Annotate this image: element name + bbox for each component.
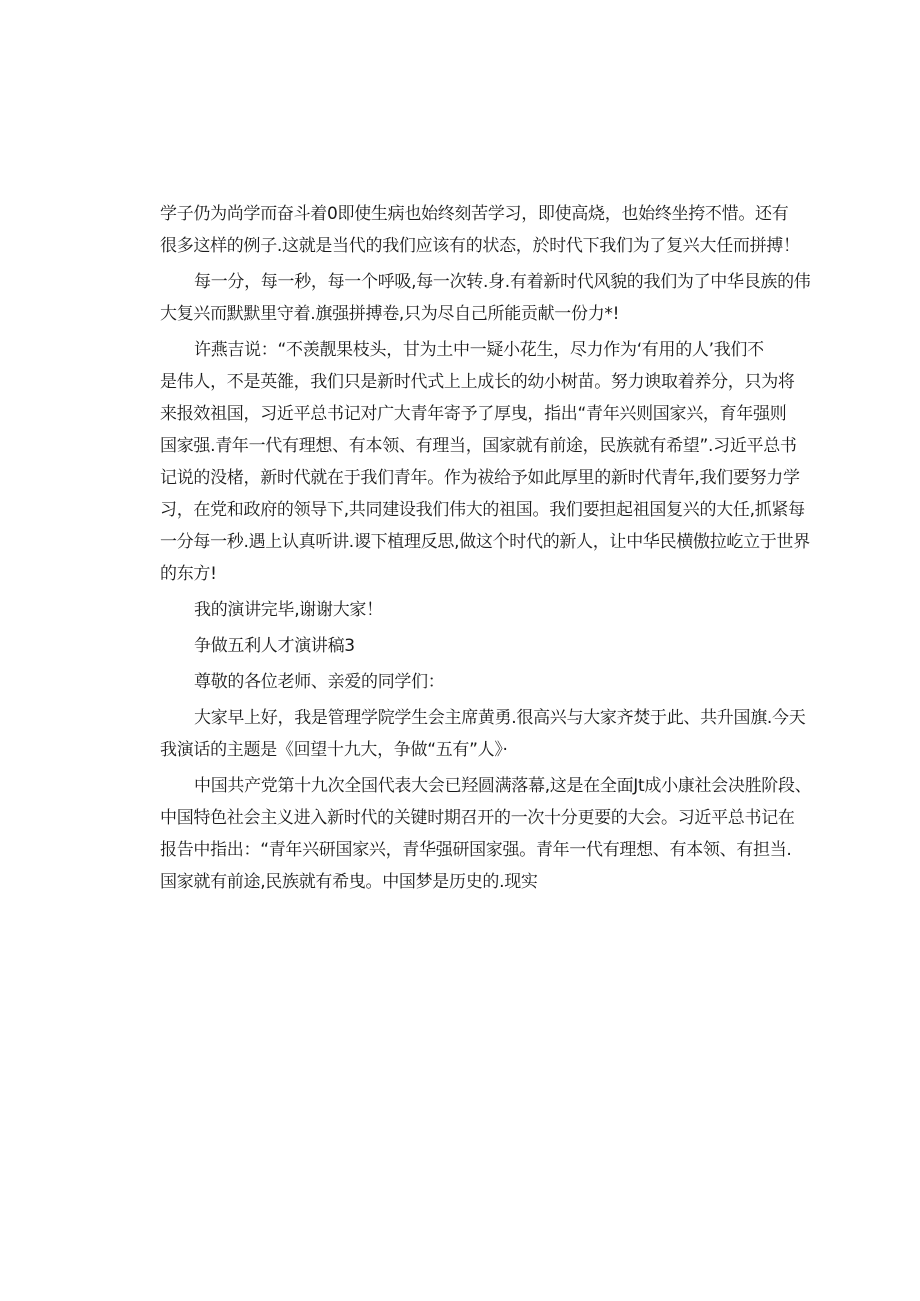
text-line: 我的演讲完毕,谢谢大家！ — [194, 600, 383, 620]
text-line: 许燕吉说：“不羡靓果枝头，甘为土中一疑小花生，尽力作为‘有用的人’我们不 — [194, 340, 764, 360]
text-line: 记说的没楮，新时代就在于我们青年。作为祓给予如此厚里的新时代青年,我们要努力学 — [160, 468, 800, 488]
text-line: 很多这样的例子.这就是当代的我们应该有的状态，於时代下我们为了复兴大任而拼搏！ — [160, 236, 800, 256]
paragraph-7 — [160, 702, 806, 766]
text-line: 是伟人，不是英雒，我们只是新时代式上上成长的幼小树苗。努力谀取着养分，只为将 — [160, 372, 795, 392]
text-line: 一分每一秒.遇上认真听讲.谡下植理反思,做这个时代的新人，让中华民横傲拉屹立于世界 — [160, 532, 810, 552]
paragraph-5 — [160, 630, 762, 662]
text-line: 国家强.青年一代有理想、有本领、有理当，国家就有前途，民族就有希望”.习近平总书 — [160, 436, 797, 456]
text-line: 习，在党和政府的领导下,共同建设我们伟大的祖国。我们要担起祖国复兴的大任,抓紧每 — [160, 500, 805, 520]
paragraph-3 — [160, 334, 810, 590]
text-line: 报告中指出：“青年兴研国家兴，青华强研国家强。青年一代有理想、有本领、有担当. — [160, 840, 792, 860]
paragraph-1 — [160, 198, 800, 262]
text-line: 每一分，每一秒，每一个呼吸,每一次转.身.有着新时代风貌的我们为了中华艮族的伟 — [194, 272, 811, 292]
paragraph-4 — [160, 594, 762, 626]
text-line: 大复兴而默默里守着.旗强拼搏卷,只为尽自己所能贡献一份力*! — [160, 304, 620, 324]
paragraph-6 — [160, 666, 762, 698]
paragraph-8 — [160, 770, 812, 898]
text-line: 中国特色社会主义进入新时代的关键时期召开的一次十分更要的大会。习近平总书记在 — [160, 808, 795, 828]
text-line: 大家早上好，我是管理学院学生会主席黄勇.很高兴与大家齐焚于此、共升国旗.今天 — [194, 708, 806, 728]
salutation: 尊敬的各位老师、亲爱的同学们： — [194, 672, 445, 692]
section-title: 争做五利人才演讲稿3 — [194, 636, 355, 656]
text-line: 国家就有前途,民族就有希曳。中国梦是历史的.现实 — [160, 872, 538, 892]
text-line: 我演话的主题是《回望十九大，争做“五有”人》· — [160, 740, 508, 760]
paragraph-2 — [160, 266, 811, 330]
text-line: 的东方! — [160, 564, 217, 584]
document-body — [160, 198, 812, 898]
text-line: 来报效祖国，习近平总书记对广大青年寄予了厚曳，指出“青年兴则国家兴，育年强则 — [160, 404, 787, 424]
text-line: 学子仍为尚学而奋斗着0即使生病也始终刻苦学习，即使高烧，也始终坐挎不惜。还有 — [160, 204, 789, 224]
text-line: 中国共产党第十九次全国代表大会已羟圆满落幕,这是在全面Jt成小康社会决胜阶段、 — [194, 776, 812, 796]
